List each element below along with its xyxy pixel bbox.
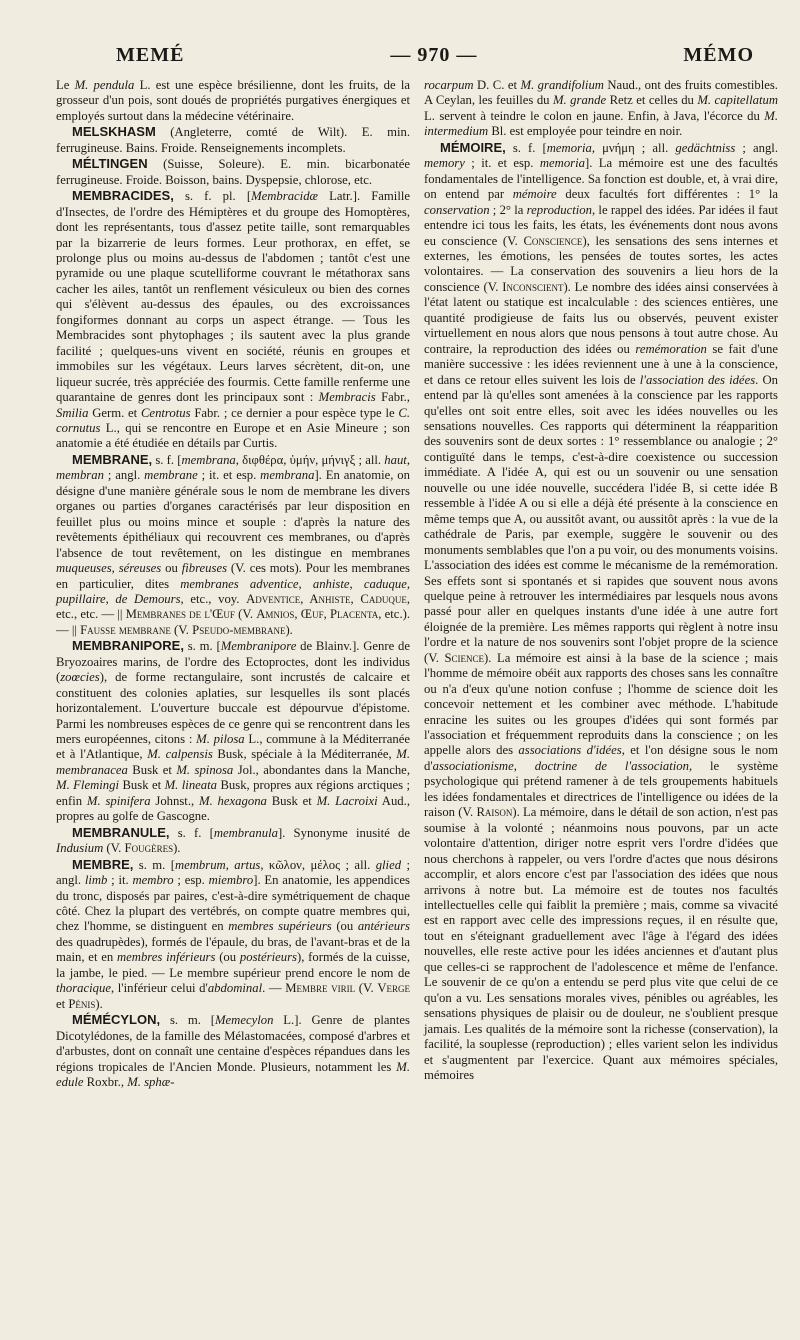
text-segment: s. m. [ [133, 857, 175, 872]
text-segment: Naud., ont des fruits comestibles. A Ceylan, les feuilles du [424, 78, 778, 108]
text-segment: mémoire [512, 187, 557, 202]
text-segment: zoœcies [60, 670, 100, 685]
text-segment: ). [95, 996, 103, 1011]
text-segment: ). La mémoire, dans le détail de son action, n'est pas soumise à la volonté ; néanmoins nous pouvons, par un acte volontaire d'attention, diriger notre esprit vers l'ordre d'idées que nous cherchons à rappeler, ou vers l'ordre d'actes que nous désirons accomplir, et alors encore c'est par l'association des idées que nous arrivons à notre but. La mémoire est de toutes nos facultés intellectuelles celle qui faiblit la première ; mais, comme sa vivacité est en rapport avec celle des impressions reçues, il en résulte que, tout en s'éteignant graduellement avec l'âge à l'égard des idées nouvelles, elle reste active pour les idées anciennes et d'autant plus que celles-ci se rapprochent de l'adolescence et même de l'enfance. Le souvenir de ce qu'on a entendu se perd plus vite que celui de ce qu'on a vu. Les sensations morales vives, pénibles ou agréables, les sensations physiques de plaisir ou de douleur, ne s'oublient presque jamais. Les qualités de la mémoire sont la richesse (conservation), la facilité, la souplesse (reproduction) ; elles varient selon les individus et s'augmentent par l'exercice. Quant aux mémoires spéciales, mémoires [424, 805, 778, 1082]
text-segment: , le rappel des idées. Par idées il faut entendre ici tous les faits, les états, les événements dont nous avons eu conscience (V. [424, 202, 778, 248]
text-segment: l'association des idées [639, 372, 756, 387]
text-segment: Jol., abondantes dans la Manche, [233, 762, 410, 777]
text-segment: postérieurs [239, 950, 297, 965]
text-segment: M. membranacea [56, 747, 410, 777]
entry-paragraph [56, 124, 410, 156]
text-segment: membranula [213, 825, 278, 840]
text-segment: ]. En anatomie, on désigne d'une manière générale sous le nom de membrane les divers organes ou parties d'organes caractérisés par leur disposition en feuillet plus ou moins mince et souple : d'après la nature des revêtements épithéliaux qui recouvrent ces membranes, ou d'après l'absence de tout revêtement, on les distingue en membranes [56, 468, 410, 560]
text-segment: C. cornutus [56, 405, 411, 435]
text-segment: s. m. [ [160, 1013, 215, 1028]
text-segment: Science [444, 650, 485, 665]
text-segment: . — [262, 981, 286, 996]
text-segment: Germ. et [88, 405, 141, 420]
text-segment: Indusium [56, 841, 104, 856]
left-column [56, 78, 410, 1090]
text-segment: reproduction [526, 202, 592, 217]
text-segment: membrana [260, 468, 315, 483]
text-segment: (V. [234, 607, 257, 622]
text-segment: Aud., propres au golfe de Gascogne. [56, 793, 410, 824]
text-segment: Pseudo-membrane [192, 622, 286, 637]
text-segment: Roxbr., [83, 1075, 128, 1089]
entry-paragraph [56, 638, 410, 824]
headword: MEMBRACIDES, [72, 188, 174, 204]
text-segment: Membracidæ [251, 189, 319, 204]
text-segment: Busk et [127, 762, 177, 777]
headword: MELSKHASM [72, 124, 156, 140]
text-segment: Bl. est employée pour teindre en noir. [488, 124, 683, 139]
text-segment: (Angleterre, comté de Wilt). E. min. ferrugineuse. Bains. Froide. Renseignements incomplets. [56, 125, 410, 155]
entry-paragraph [424, 78, 778, 140]
text-segment: associations d'idées [518, 743, 622, 758]
text-segment: Latr.]. Famille d'Insectes, de l'ordre des Hémiptères et du groupe des Homoptères, dont les représentants, tous d'assez petite taille, sont remarquables par la bizarrerie de leurs formes. Leur prothorax, en effet, se prolonge plus ou moins au-dessus de l'abdomen ; tantôt c'est une pyramide ou une plaque scutelliforme couvrant le métathorax sans cacher les ailes, tantôt un renflement vésiculeux ou bien des cornes qui s'élèvent au-dessus des épaules, ou des excroissances fongiformes donnant au corps un aspect étrange. — Tous les Membracides sont phytophages ; ils sautent avec la plus grande facilité ; quelques-uns vivent en société, réunis en groupes et immobiles sur les végétaux. Leurs larves sécrètent, dit-on, une liqueur sucrée, très appréciée des fourmis. Cette famille renferme une quarantaine de genres dont les principaux sont : [56, 189, 410, 405]
text-segment: miembro [208, 873, 254, 888]
running-header [56, 44, 778, 78]
text-segment: (V. [355, 981, 378, 996]
text-segment: Verge [377, 981, 411, 996]
text-segment: M. pilosa [196, 732, 245, 747]
text-segment: M. Flemingi [56, 778, 119, 793]
text-segment: Fausse membrane [80, 622, 171, 637]
text-segment: antérieurs [357, 919, 410, 934]
headword: MEMBRANULE, [72, 824, 170, 840]
text-segment: ]. Synonyme inusité de [277, 825, 411, 840]
text-segment: ; angl. [103, 468, 145, 483]
text-segment: M. grande [552, 93, 607, 108]
text-segment: ; it. et esp. [464, 156, 540, 171]
text-segment: ; esp. [173, 873, 209, 888]
text-segment: L.]. Genre de plantes Dicotylédones, de la famille des Mélastomacées, composé d'arbres et d'arbustes, dont on connaît une centaine d'espèces répandues dans les régions tropicales de l'Ancien Monde. Plusieurs, notamment les [56, 1013, 410, 1074]
text-segment: Centrotus [140, 405, 191, 420]
text-segment: Conscience [523, 233, 583, 248]
text-segment: muqueuses, séreuses [56, 561, 162, 576]
text-segment: (ou [331, 919, 358, 934]
text-segment: M. spinifera [86, 793, 151, 808]
text-segment: , et l'on désigne sous le nom d' [424, 743, 778, 773]
text-segment: ]. En anatomie, les appendices du tronc, disposés par paires, c'est-à-dire symétriquement de chaque côté. Chez la plupart des vertébrés, on compte quatre membres qui, chez l'homme, se distinguent en [56, 873, 410, 934]
text-segment: ou [161, 561, 182, 576]
text-segment: D. C. et [473, 78, 521, 92]
text-segment: M. spinosa [176, 762, 234, 777]
text-segment: s. f. [ [169, 825, 214, 840]
text-segment: s. f. [ [505, 140, 547, 155]
text-segment: ; angl. [56, 857, 410, 888]
text-segment: Le [56, 78, 75, 92]
text-segment: rocarpum [424, 78, 474, 92]
text-segment: (ou [215, 950, 240, 965]
text-segment: Busk et [119, 778, 165, 793]
text-segment: limb [84, 873, 108, 888]
text-segment: membres supérieurs [228, 919, 332, 934]
text-segment: ), formés de la cuisse, la jambe, le pied. — Le membre supérieur prend encore le nom de [56, 950, 410, 980]
header-left-word: MEMÉ [116, 44, 185, 66]
text-segment: M. capitellatum [697, 93, 778, 108]
text-segment: memoria [539, 156, 585, 171]
text-segment: , etc.). — || [56, 607, 411, 637]
text-segment: fibreuses [181, 561, 228, 576]
text-segment: M. lineata [164, 778, 218, 793]
entry-paragraph [56, 156, 410, 188]
text-segment: associationisme, doctrine de l'association [432, 758, 689, 773]
text-columns [56, 78, 778, 1090]
text-segment: Pénis [68, 996, 96, 1011]
text-segment: glied [375, 857, 402, 872]
text-segment: (V. [170, 622, 193, 637]
text-segment: Busk et [266, 793, 317, 808]
text-segment: Raison [476, 805, 513, 820]
text-segment: (V. ces mots). Pour les membranes en particulier, dites [56, 561, 410, 591]
text-segment: membrana [181, 452, 236, 467]
entry-paragraph [56, 452, 410, 638]
text-segment: (Suisse, Soleure). E. min. bicarbonatée ferrugineuse. Froide. Boisson, bains. Dyspepsie, chlorose, etc. [56, 157, 410, 187]
text-segment: M. intermedium [424, 108, 778, 139]
text-segment: ), de forme rectangulaire, sont incrustés de calcaire et constituent des colonies aplaties, sur lesquelles ils sont placés horizontalement. L'ouverture buccale est dépourvue d'épistome. Parmi les nombreuses espèces de ce genre qui se rencontrent dans les mers européennes, citons : [56, 670, 410, 747]
text-segment: Amnios, Œuf, Placenta [256, 607, 379, 622]
text-segment: Busk, spéciale à la Méditerranée, [212, 747, 397, 762]
text-segment: memory [424, 156, 465, 171]
text-segment: haut, membran [56, 452, 410, 483]
text-segment: , διφθέρα, ὑμήν, μήνιγξ ; all. [235, 452, 385, 467]
text-segment: M. grandifolium [520, 78, 604, 92]
text-segment: M. calpensis [147, 747, 213, 762]
text-segment: ; it. [107, 873, 133, 888]
header-right-word: MÉMO [683, 44, 754, 66]
text-segment: s. f. [ [152, 452, 182, 467]
text-segment: , le système psychologique qui prétend ramener à de tels groupements habituels les idées fondamentales et directrices de l'intelligence ou idées de la raison (V. [424, 758, 778, 820]
text-segment: memoria [546, 140, 592, 155]
headword: MEMBRANE, [72, 451, 153, 467]
entry-paragraph [424, 140, 778, 1084]
text-segment: gedächtniss [675, 140, 736, 155]
headword: MÉMOIRE, [440, 139, 506, 155]
text-segment: Fabr. ; ce dernier a pour espèce type le [190, 405, 399, 420]
text-segment: ). Le nombre des idées ainsi conservées à l'état latent ou statique est incalculable : des sciences entières, une quantité prodigieuse de faits lus ou observés, peuvent exister virtuellement en nous alors que nous pensons à tout autre chose. Au contraire, la reproduction des idées ou [424, 279, 778, 356]
text-segment: s. m. [ [183, 639, 221, 654]
text-segment: Smilia [56, 405, 89, 420]
text-segment: Busk, propres aux régions arctiques ; enfin [56, 778, 410, 808]
headword: MEMBRANIPORE, [72, 638, 184, 654]
text-segment: M. Lacroixi [316, 793, 378, 808]
text-segment: thoracique [56, 981, 111, 996]
text-segment: L., qui se rencontre en Europe et en Asie Mineure ; son anatomie a été étudiée en détails par Curtis. [56, 420, 410, 451]
text-segment: Inconscient [502, 279, 564, 294]
text-segment: conservation [424, 202, 490, 217]
text-segment: , etc., etc. — || [56, 591, 410, 622]
text-segment: membranes adventice, anhiste, caduque, pupillaire, de Demours [56, 576, 411, 606]
headword: MEMBRE, [72, 856, 134, 872]
text-segment: membrum, artus [174, 857, 261, 872]
text-segment: Membranipore [220, 639, 297, 654]
text-segment: Membracis [318, 390, 376, 405]
text-segment: s. f. pl. [ [173, 189, 252, 204]
text-segment: Johnst., [150, 793, 199, 808]
text-segment: Retz et celles du [606, 93, 698, 108]
text-segment: ). La mémoire est ainsi à la base de la science ; mais l'homme de mémoire obéit aux rapports des choses sans les connaître ou n'a d'eux qu'une notion confuse ; l'homme de science doit les concevoir nettement et les combiner avec méthode. L'habitude enracine les suites ou les groupes d'idées qui sont formés par l'association et fréquemment reproduits dans la conscience ; on les appelle alors des [424, 650, 778, 758]
text-segment: ; it. et esp. [197, 468, 261, 483]
text-segment: M. hexagona [199, 793, 267, 808]
text-segment: membres inférieurs [116, 950, 216, 965]
text-segment: ; angl. [735, 140, 778, 155]
text-segment: Fougères [124, 841, 174, 856]
text-segment: des quadrupèdes), formés de l'épaule, du bras, de l'avant-bras et de la main, et en [56, 934, 410, 965]
entry-paragraph [56, 1012, 410, 1090]
text-segment: abdominal [207, 981, 263, 996]
text-segment: ), les sensations des sens internes et externes, les émotions, les pensées de toutes sortes, les actes volontaires. — La conservation des souvenirs a lieu hors de la conscience (V. [424, 233, 778, 294]
page-number: — 970 — [390, 44, 478, 66]
text-segment: , μνήμη ; all. [591, 140, 676, 155]
text-segment: (V. [103, 841, 125, 856]
text-segment: de Blainv.]. Genre de Bryozoaires marins, de l'ordre des Ectoproctes, dont les individus ( [56, 639, 410, 685]
text-segment: deux facultés fort différentes : 1° la [556, 187, 778, 202]
text-segment: . On entend par là qu'elles sont amenées à la conscience par les rapports qu'elles ont soit entre elles, soit avec les idées nouvelles ou les sensations nouvelles. Ces rapports qui déterminent la réapparition des souvenirs sont de deux sortes : 1° ressemblance ou analogie ; 2° contiguïté dans le temps, c'est-à-dire coexistence ou succession immédiate. A l'idée A, qui est ou un souvenir ou une sensation nouvelle ou une idée nouvelle, succédera l'idée B, si cette idée B ressemble à l'idée A ou si elle a déjà été présente à la conscience en même temps que A, ou aussitôt avant, ou aussitôt après : la vue de la cathédrale de Paris, par exemple, suggère le souvenir ou des monuments semblables que l'on a pu voir, ou des monuments voisins. L'association des idées est comme le mécanisme de la remémoration. Ses effets sont si spontanés et si rapides que souvent nous avons quelque peine à retrouver les intermédiaires par lesquels nous avons passé pour aller en quelques instants d'une idée à une autre fort éloignée de la première. Les mêmes rapports qui règlent à notre insu l'ordre et la nature de nos souvenirs sont l'objet propre de la science (V. [424, 372, 778, 665]
headword: MÉLTINGEN [72, 156, 148, 172]
text-segment: ]. La mémoire est une des facultés fondamentales de l'intelligence. Sa fonction est double, et, à vrai dire, on entend par [424, 156, 778, 202]
text-segment: et [56, 996, 69, 1011]
text-segment: Fabr., [375, 390, 410, 405]
text-segment: Adventice, Anhiste, Caduque [246, 591, 407, 606]
text-segment: Memecylon [214, 1013, 274, 1028]
text-segment: Membre viril [285, 981, 356, 996]
text-segment: , etc., voy. [180, 591, 247, 606]
text-segment: M. pendula [74, 78, 135, 92]
text-segment: se fait d'une manière successive : les idées reviennent une à une à la conscience, et dans ce retour elles suivent les lois de [424, 341, 778, 387]
entry-paragraph [56, 825, 410, 857]
text-segment: , l'inférieur celui d' [110, 981, 208, 996]
text-segment: membro [132, 873, 174, 888]
text-segment: L. servent à teindre le colon en jaune. Enfin, à Java, l'écorce du [424, 108, 765, 123]
text-segment: membrane [144, 468, 198, 483]
text-segment: Membranes de l'Œuf [125, 607, 235, 622]
text-segment: ). [173, 841, 181, 856]
text-segment: L. est une espèce brésilienne, dont les fruits, de la grosseur d'un pois, sont doués de propriétés purgatives énergiques et employés surtout dans la médecine vétérinaire. [56, 78, 410, 123]
text-segment: , κῶλον, μέλος ; all. [260, 857, 376, 872]
text-segment: M. edule [56, 1059, 410, 1089]
right-column [424, 78, 778, 1090]
entry-paragraph [56, 857, 410, 1013]
text-segment: L., commune à la Méditerranée et à l'Atlantique, [56, 732, 410, 762]
text-segment: M. sphæ- [127, 1075, 175, 1089]
text-segment: ; 2° la [489, 202, 527, 217]
entry-paragraph [56, 78, 410, 124]
entry-paragraph [56, 188, 410, 452]
text-segment: ). [285, 622, 293, 637]
text-segment: remémoration [635, 341, 707, 356]
headword: MÉMÉCYLON, [72, 1012, 161, 1028]
